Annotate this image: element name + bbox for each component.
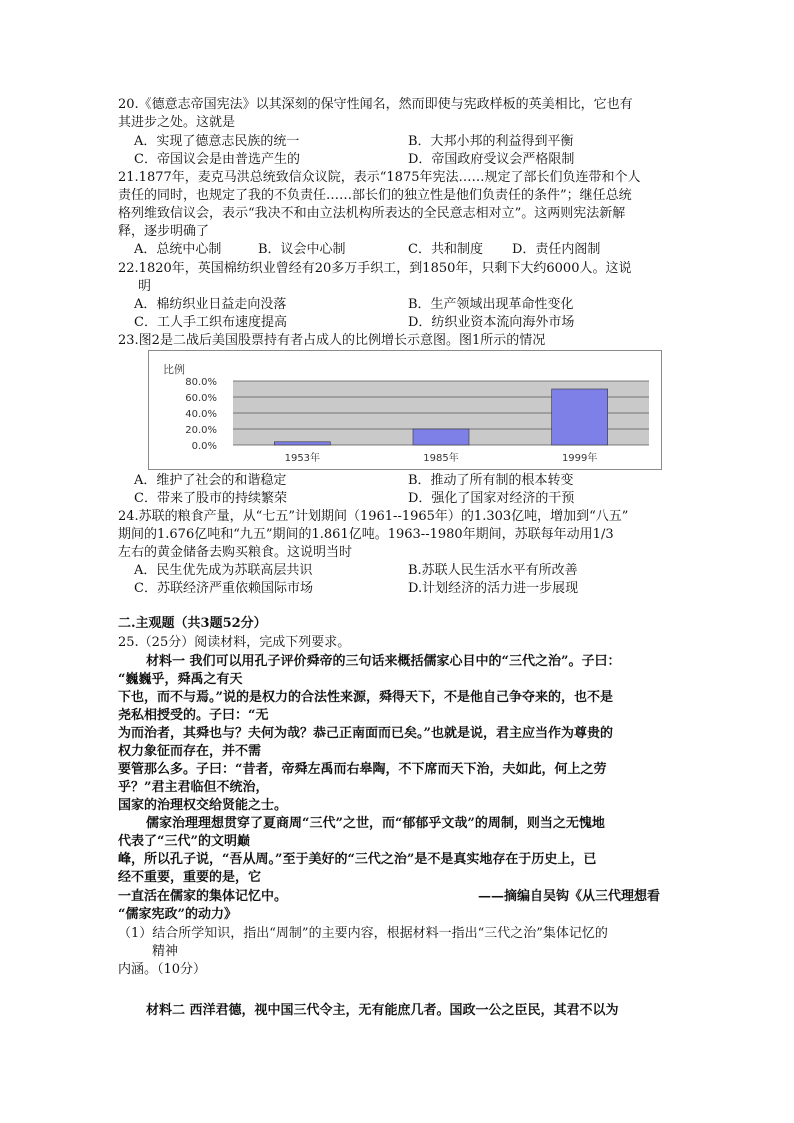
material-1-line-8: 乎？”君主君临但不统治，: [118, 780, 269, 795]
material-1-line-6: 权力象征而存在，并不需: [118, 744, 262, 759]
material-1-line-9: 国家的治理权交给贤能之士。: [118, 798, 288, 813]
q24-option-b: B.苏联人民生活水平有所改善: [408, 563, 578, 578]
q21-option-c: C．共和制度: [408, 242, 483, 257]
chart-y-tick-label: 0.0%: [191, 441, 217, 452]
material-1-line-14: 一直活在儒家的集体记忆中。: [118, 889, 288, 904]
task-1-line-2: 精神: [152, 944, 179, 959]
material-1-line-4: 尧私相授受的。子曰：“无: [118, 708, 269, 723]
q20-stem-line-2: 其进步之处。这就是: [118, 115, 236, 130]
chart-y-tick-label: 60.0%: [185, 393, 217, 404]
q21-stem-line-2: 责任的同时，也规定了我的不负责任……部长们的独立性是他们负责任的条件”；继任总统: [118, 188, 632, 203]
chart-y-axis-label: 比例: [163, 363, 185, 376]
material-1-line-11: 代表了“三代”的文明巅: [118, 834, 250, 849]
q22-stem-line-2: 明: [138, 279, 152, 294]
q21-stem-line-3: 格列维致信议会，表示“我决不和由立法机构所表达的全民意志相对立”。这两则宪法新解: [118, 206, 626, 221]
q22-option-a: A．棉纺织业日益走向没落: [134, 297, 287, 312]
chart-y-tick-label: 20.0%: [185, 425, 217, 436]
q20-option-d: D．帝国政府受议会严格限制: [408, 152, 575, 167]
chart-x-tick-label: 1999年: [561, 453, 598, 464]
chart-x-tick-label: 1985年: [423, 453, 459, 464]
q20-option-b: B．大邦小邦的利益得到平衡: [408, 134, 574, 149]
q21-stem-line-1: 21.1877年，麦克马洪总统致信众议院，表示“1875年宪法……规定了部长们负连带和个人: [118, 170, 641, 185]
q21-option-d: D．责任内阁制: [512, 242, 601, 257]
q22-option-d: D．纺织业资本流向海外市场: [408, 315, 575, 330]
task-1-line-3: 内涵。（10分）: [118, 962, 207, 977]
material-1-line-15: “儒家宪政”的动力》: [118, 907, 237, 922]
q24-stem-line-1: 24.苏联的粮食产量，从“七五”计划期间（1961--1965年）的1.303亿吨，增加到“八五”: [118, 509, 629, 524]
q24-option-d: D.计划经济的活力进一步展现: [408, 581, 579, 596]
q23-option-d: D．强化了国家对经济的干预: [408, 491, 575, 506]
q23-option-c: C．带来了股市的持续繁荣: [134, 491, 287, 506]
chart-x-tick-label: 1953年: [284, 453, 321, 464]
q24-option-a: A．民生优先成为苏联高层共识: [134, 563, 313, 578]
q22-option-b: B．生产领域出现革命性变化: [408, 297, 574, 312]
material-1-line-7: 要管那么多。子曰：“昔者，帝舜左禹而右皋陶，不下席而天下治，夫如此，何上之劳: [118, 762, 607, 777]
q20-option-a: A．实现了德意志民族的统一: [134, 134, 300, 149]
chart-bar: [413, 429, 469, 445]
stock-holders-chart: [148, 350, 662, 470]
q20-stem-line-1: 20.《德意志帝国宪法》以其深刻的保守性闻名，然而即使与宪政样板的英美相比，它也有: [118, 97, 633, 112]
q22-option-c: C．工人手工织布速度提高: [134, 315, 287, 330]
q21-stem-line-4: 释，逐步明确了: [118, 224, 210, 239]
material-1-line-13: 经不重要，重要的是，它: [118, 870, 262, 885]
chart-bar: [274, 442, 330, 445]
section-2-heading: 二.主观题（共3题52分）: [118, 616, 267, 631]
q24-stem-line-3: 左右的黄金储备去购买粮食。这说明当时: [118, 545, 353, 560]
q25-stem: 25.（25分）阅读材料，完成下列要求。: [118, 635, 351, 650]
material-1-line-12: 峰，所以孔子说，“吾从周。”至于美好的“三代之治”是不是真实地存在于历史上，已: [118, 852, 597, 867]
q23-option-b: B．推动了所有制的根本转变: [408, 473, 574, 488]
task-1-line-1: （1）结合所学知识，指出“周制”的主要内容，根据材料一指出“三代之治”集体记忆的: [118, 926, 608, 941]
q21-option-b: B．议会中心制: [258, 242, 346, 257]
material-1-line-1: 材料一 我们可以用孔子评价舜帝的三句话来概括儒家心目中的“三代之治”。子曰：: [146, 654, 621, 669]
q24-option-c: C．苏联经济严重依赖国际市场: [134, 581, 313, 596]
material-1-line-2: “巍巍乎，舜禹之有天: [118, 672, 243, 687]
material-1-line-10: 儒家治理理想贯穿了夏商周“三代”之世，而“郁郁乎文哉”的周制，则当之无愧地: [146, 816, 605, 831]
chart-y-tick-label: 40.0%: [185, 409, 217, 420]
q23-stem-line-1: 23.图2是二战后美国股票持有者占成人的比例增长示意图。图1所示的情况: [118, 333, 546, 348]
q20-option-c: C．帝国议会是由普选产生的: [134, 152, 300, 167]
material-1-line-5: 为而治者，其舜也与？夫何为哉？恭己正南面而已矣。”也就是说，君主应当作为尊贵的: [118, 726, 613, 741]
material-2-line-1: 材料二 西洋君德，视中国三代令主，无有能庶几者。国政一公之臣民，其君不以为: [146, 1003, 619, 1018]
chart-svg: [149, 351, 661, 469]
chart-bar: [552, 389, 608, 445]
q22-stem-line-1: 22.1820年，英国棉纺织业曾经有20多万手织工，到1850年，只剩下大约6000人。这说: [118, 261, 632, 276]
material-1-source: ——摘编自吴钩《从三代理想看: [478, 889, 661, 904]
chart-y-tick-label: 80.0%: [185, 377, 217, 388]
q23-option-a: A．维护了社会的和谐稳定: [134, 473, 287, 488]
q24-stem-line-2: 期间的1.676亿吨和“九五”期间的1.861亿吨。1963--1980年期间，苏联每年动用1/3: [118, 527, 614, 542]
material-1-line-3: 下也，而不与焉。”说的是权力的合法性来源，舜得天下，不是他自己争夺来的，也不是: [118, 690, 613, 705]
q21-option-a: A．总统中心制: [134, 242, 222, 257]
